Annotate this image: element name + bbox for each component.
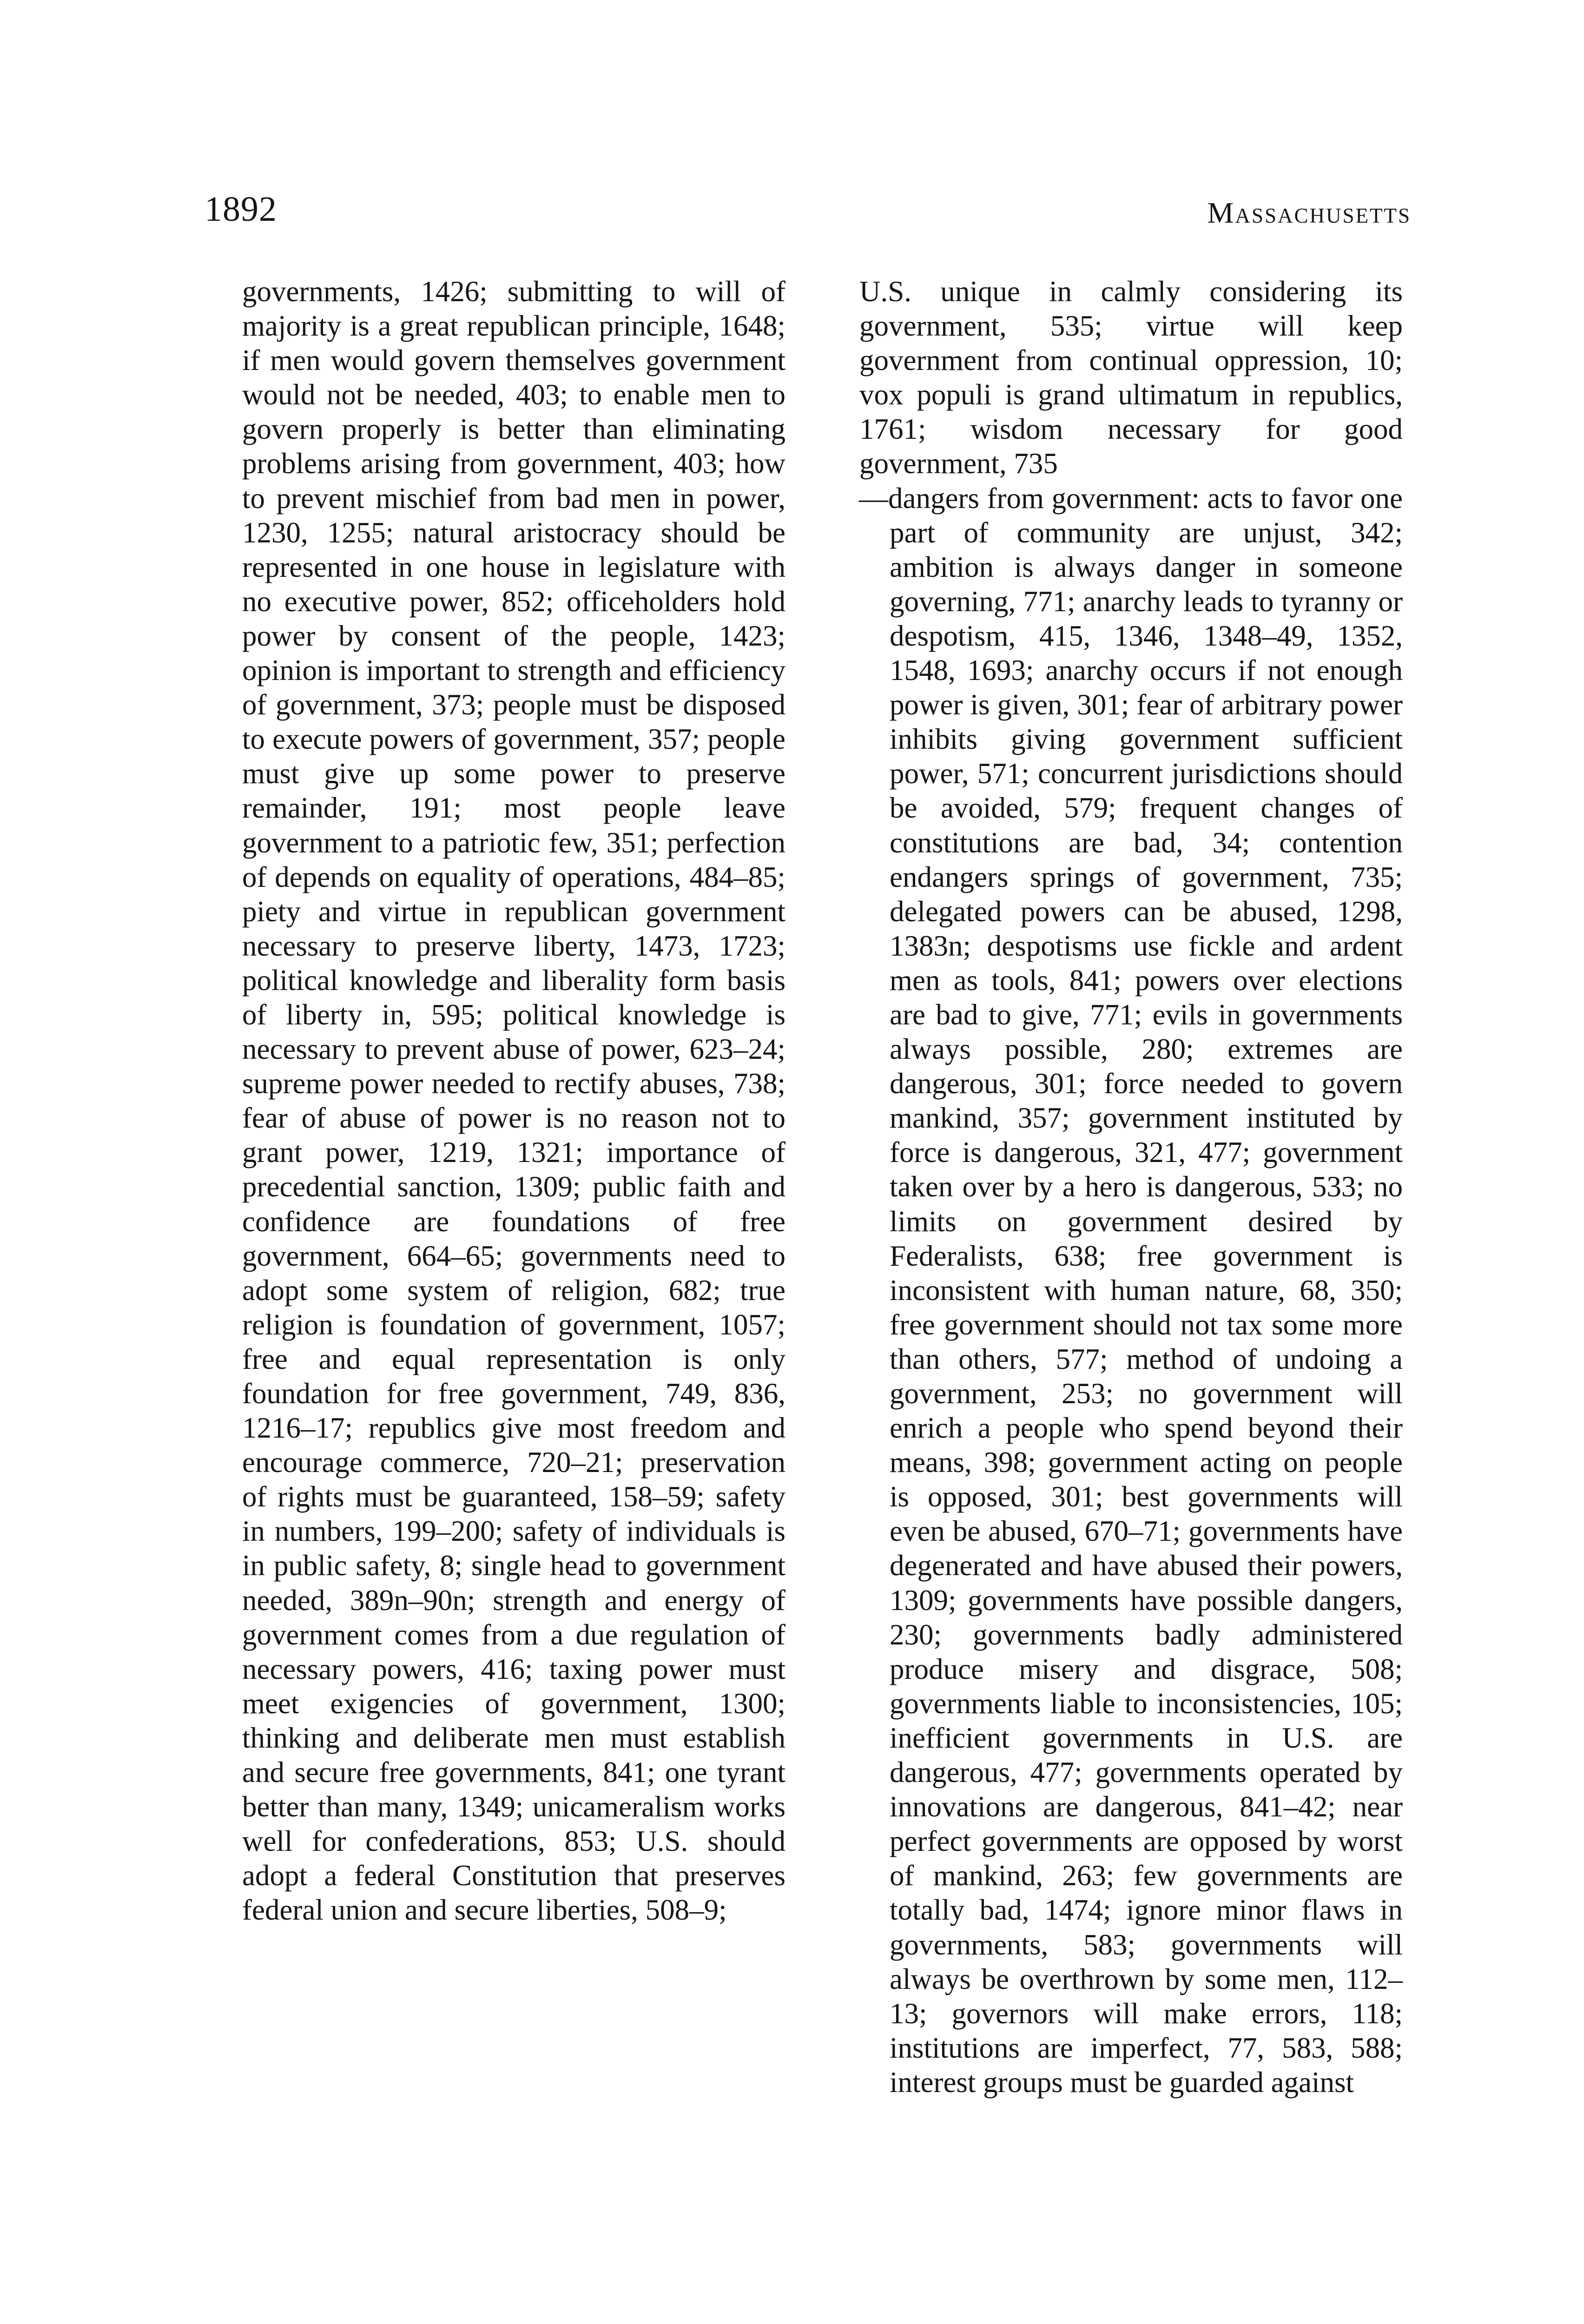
index-entry-continuation: U.S. unique in calmly considering its government, 535; virtue will keep government from continual oppression, 10; vox populi is grand ultimatum in republics, 1761; wisdom necessary for good government, 735 (859, 275, 1403, 480)
running-head: Massachusetts (1207, 196, 1411, 229)
page-number: 1892 (205, 190, 277, 229)
left-column (242, 274, 785, 1928)
index-subentry-dangers-from-government: —dangers from government: acts to favor one part of community are unjust, 342; ambition is always danger in someone governing, 771; anarchy leads to tyranny or despotism, 415, 1346, 1348–49, 1352, 1548, 1693; anarchy occurs if not enough power is given, 301; fear of arbitrary power inhibits giving government sufficient power, 571; concurrent jurisdictions should be avoided, 579; frequent changes of constitutions are bad, 34; contention endangers springs of government, 735; delegated powers can be abused, 1298, 1383n; despotisms use fickle and ardent men as tools, 841; powers over elections are bad to give, 771; evils in governments always possible, 280; extremes are dangerous, 301; force needed to govern mankind, 357; government instituted by force is dangerous, 321, 477; government taken over by a hero is dangerous, 533; no limits on government desired by Federalists, 638; free government is inconsistent with human nature, 68, 350; free government should not tax some more than others, 577; method of undoing a government, 253; no government will enrich a people who spend beyond their means, 398; government acting on people is opposed, 301; best governments will even be abused, 670–71; governments have degenerated and have abused their powers, 1309; governments have possible dangers, 230; governments badly administered produce misery and disgrace, 508; governments liable to inconsistencies, 105; inefficient governments in U.S. are dangerous, 477; governments operated by innovations are dangerous, 841–42; near perfect governments are opposed by worst of mankind, 263; few governments are totally bad, 1474; ignore minor flaws in governments, 583; governments will always be overthrown by some men, 112–13; governors will make errors, 118; institutions are imperfect, 77, 583, 588; interest groups must be guarded against (859, 482, 1403, 2099)
index-entry-text: governments, 1426; submitting to will of majority is a great republican principle, 1648; if men would govern themselves government would not be needed, 403; to enable men to govern properly is better than eliminating problems arising from government, 403; how to prevent mischief from bad men in power, 1230, 1255; natural aristocracy should be represented in one house in legislature with no executive power, 852; officeholders hold power by consent of the people, 1423; opinion is important to strength and efficiency of government, 373; people must be disposed to execute powers of government, 357; people must give up some power to preserve remainder, 191; most people leave government to a patriotic few, 351; perfection of depends on equality of operations, 484–85; piety and virtue in republican government necessary to preserve liberty, 1473, 1723; political knowledge and liberality form basis of liberty in, 595; political knowledge is necessary to prevent abuse of power, 623–24; supreme power needed to rectify abuses, 738; fear of abuse of power is no reason not to grant power, 1219, 1321; importance of precedential sanction, 1309; public faith and confidence are foundations of free government, 664–65; governments need to adopt some system of religion, 682; true religion is foundation of government, 1057; free and equal representation is only foundation for free government, 749, 836, 1216–17; republics give most freedom and encourage commerce, 720–21; preservation of rights must be guaranteed, 158–59; safety in numbers, 199–200; safety of individuals is in public safety, 8; single head to government needed, 389n–90n; strength and energy of government comes from a due regulation of necessary powers, 416; taxing power must meet exigencies of government, 1300; thinking and deliberate men must establish and secure free governments, 841; one tyrant better than many, 1349; unicameralism works well for confederations, 853; U.S. should adopt a federal Constitution that preserves federal union and secure liberties, 508–9; (242, 275, 785, 1927)
right-column (859, 274, 1403, 2100)
